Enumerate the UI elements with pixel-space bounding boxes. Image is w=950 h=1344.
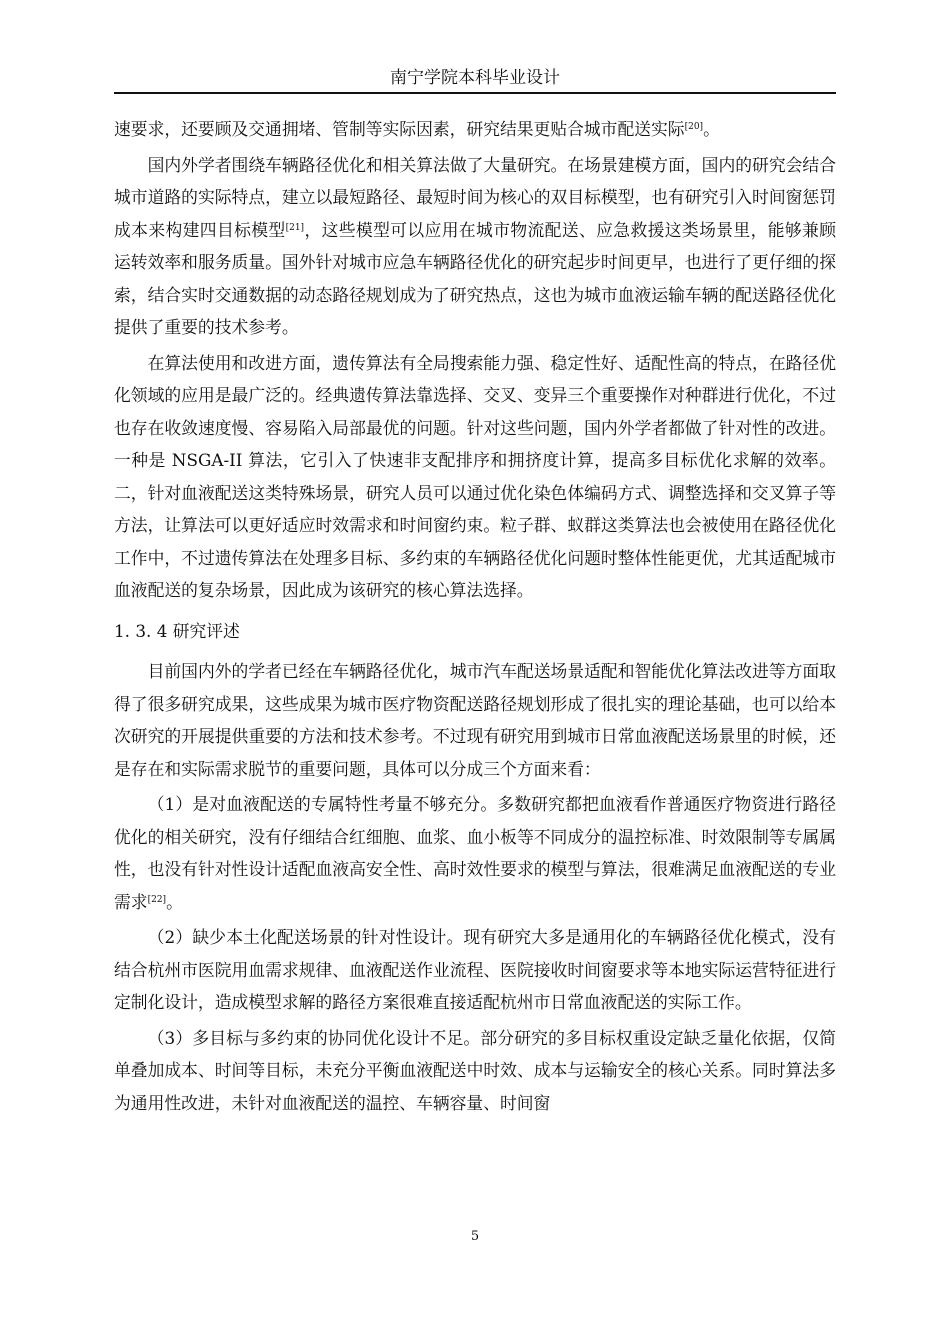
- paragraph-text: 。: [166, 891, 183, 912]
- list-item-2: （2）缺少本土化配送场景的针对性设计。现有研究大多是通用化的车辆路径优化模式，没有结合杭州市医院用血需求规律、血液配送作业流程、医院接收时间窗要求等本地实际运营特征进行定制化设计，造成模型求解的路径方案很难直接适配杭州市日常血液配送的实际工作。: [114, 927, 836, 1012]
- paragraph-text: （1）是对血液配送的专属特性考量不够充分。多数研究都把血液看作普通医疗物资进行路径优化的相关研究，没有仔细结合红细胞、血浆、血小板等不同成分的温控标准、时效限制等专属属性，也没有针对性设计适配血液高安全性、高时效性要求的模型与算法，很难满足血液配送的专业需求: [114, 794, 836, 912]
- paragraph-text: ，这些模型可以应用在城市物流配送、应急救援这类场景里，能够兼顾运转效率和服务质量。国外针对城市应急车辆路径优化的研究起步时间更早，也进行了更仔细的探索，结合实时交通数据的动态路径规划成为了研究热点，这也为城市血液运输车辆的配送路径优化提供了重要的技术参考。: [114, 219, 836, 337]
- list-item-3: （3）多目标与多约束的协同优化设计不足。部分研究的多目标权重设定缺乏量化依据，仅简单叠加成本、时间等目标，未充分平衡血液配送中时效、成本与运输安全的核心关系。同时算法多为通用性改进，未针对血液配送的温控、车辆容量、时间窗: [114, 1027, 836, 1113]
- paragraph-review: 目前国内外的学者已经在车辆路径优化，城市汽车配送场景适配和智能优化算法改进等方面取得了很多研究成果，这些成果为城市医疗物资配送路径规划形成了很扎实的理论基础，也可以给本次研究的开展提供重要的方法和技术参考。不过现有研究用到城市日常血液配送场景里的时候，还是存在和实际需求脱节的重要问题，具体可以分成三个方面来看：: [114, 661, 836, 779]
- paragraph-text: 速要求，还要顾及交通拥堵、管制等实际因素，研究结果更贴合城市配送实际: [114, 119, 685, 139]
- paragraph-text: 国内外学者围绕车辆路径优化和相关算法做了大量研究。在场景建模方面，国内的研究会结合城市道路的实际特点，建立以最短路径、最短时间为核心的双目标模型，也有研究引入时间窗惩罚成本来构建四目标模型: [114, 154, 836, 240]
- header-rule: [114, 92, 836, 94]
- citation-ref: [21]: [285, 222, 305, 233]
- page-body: [114, 113, 836, 1119]
- citation-ref: [20]: [684, 122, 704, 132]
- paragraph-algorithm: 在算法使用和改进方面，遗传算法有全局搜索能力强、稳定性好、适配性高的特点，在路径优化领域的应用是最广泛的。经典遗传算法靠选择、交叉、变异三个重要操作对种群进行优化，不过也存在收敛速度慢、容易陷入局部最优的问题。针对这些问题，国内外学者都做了针对性的改进。一种是 NSGA-II 算法，它引入了快速非支配排序和拥挤度计算，提高多目标优化求解的效率。二，针对血液配送这类特殊场景，研究人员可以通过优化染色体编码方式、调整选择和交叉算子等方法，让算法可以更好适应时效需求和时间窗约束。粒子群、蚁群这类算法也会被使用在路径优化工作中，不过遗传算法在处理多目标、多约束的车辆路径优化问题时整体性能更优，尤其适配城市血液配送的复杂场景，因此成为该研究的核心算法选择。: [114, 352, 836, 600]
- paragraph-text: 。: [703, 119, 720, 139]
- page-number: 5: [470, 1229, 480, 1244]
- citation-ref: [22]: [147, 894, 167, 905]
- section-heading: 1. 3. 4 研究评述: [114, 620, 240, 641]
- paragraph-research-overview: [114, 149, 836, 344]
- paragraph-continuation: [114, 113, 836, 146]
- list-item-1: [114, 788, 836, 918]
- page-header: 南宁学院本科毕业设计: [390, 68, 560, 88]
